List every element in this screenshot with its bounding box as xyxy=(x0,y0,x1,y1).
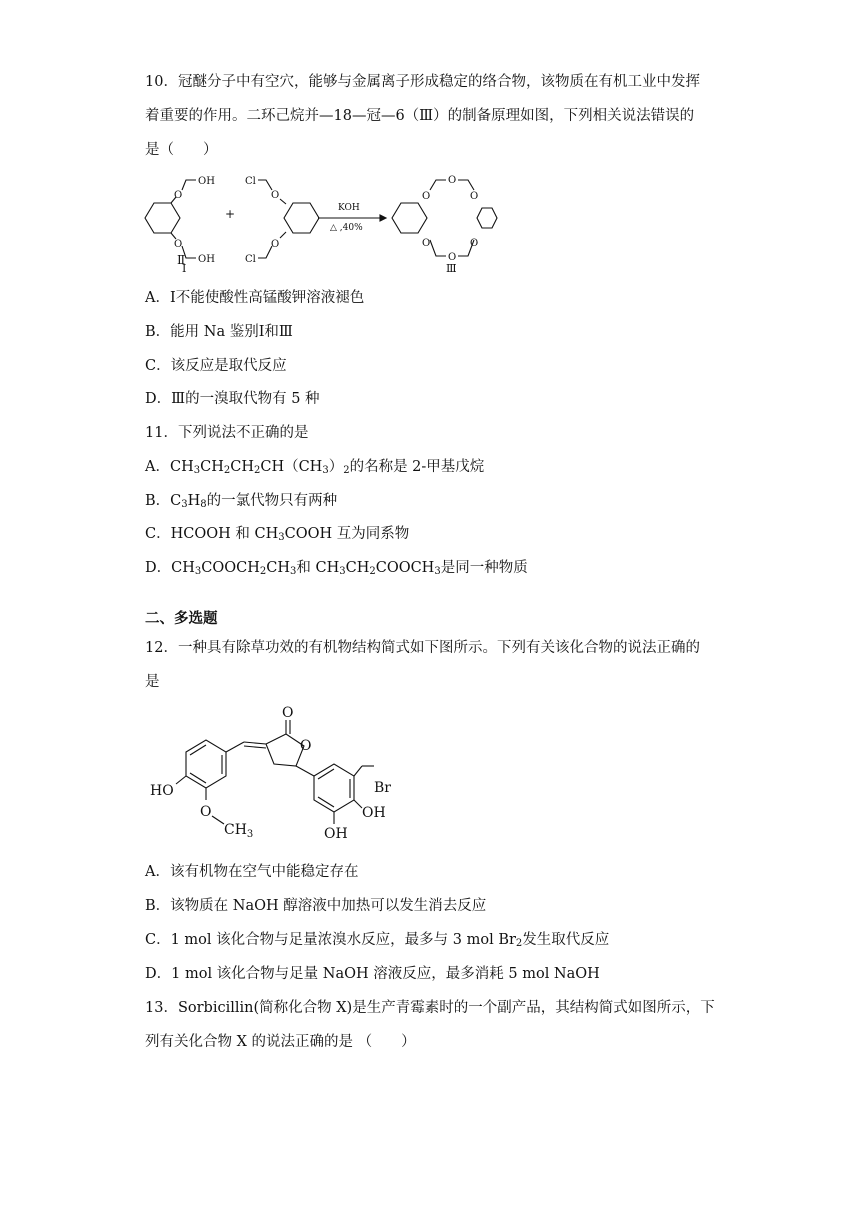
oxygen-label: O xyxy=(422,238,431,249)
chlorine-label: Cl xyxy=(245,176,256,187)
oxygen-label: O xyxy=(448,175,457,186)
q12-option-b: B．该物质在 NaOH 醇溶液中加热可以发生消去反应 xyxy=(145,898,487,914)
oxygen-label: O xyxy=(271,190,280,201)
oxygen-label: O xyxy=(174,239,183,250)
compound-iii-label: Ⅲ xyxy=(446,262,457,275)
q12-structure xyxy=(148,700,408,840)
q10-reaction-scheme xyxy=(140,170,500,276)
q11-option-d: D．$CH_3COOCH_2CH_3$和 $CH_3CH_2COOCH_3$是同一种物质 xyxy=(145,560,528,577)
carbonyl-oxygen-label: O xyxy=(282,705,294,721)
hydroxyl-label: OH xyxy=(324,826,348,840)
q11-stem: 11．下列说法不正确的是 xyxy=(145,425,309,441)
hydroxyl-label: OH xyxy=(198,254,215,265)
q11-option-a: A．$CH_3CH_2CH_2CH(CH_3)_2$的名称是 2-甲基戊烷 xyxy=(145,459,485,476)
hydroxyl-label: OH xyxy=(362,805,386,821)
condition-label: △ ,40% xyxy=(330,223,363,233)
q13-stem-line1: 13．Sorbicillin(简称化合物 X)是生产青霉素时的一个副产品，其结构简式如图所示，下 xyxy=(145,1000,715,1016)
compound-ii-label: Ⅱ xyxy=(177,253,186,267)
bromine-label: Br xyxy=(374,780,391,796)
q10-stem-line2: 着重要的作用。二环己烷并—18—冠—6（Ⅲ）的制备原理如图，下列相关说法错误的 xyxy=(145,108,695,124)
chlorine-label: Cl xyxy=(245,254,256,265)
hydroxyl-label: OH xyxy=(198,176,215,187)
hydroxyl-label: HO xyxy=(150,783,174,799)
plus-sign: + xyxy=(225,207,236,221)
q12-stem-line2: 是 xyxy=(145,674,160,690)
q10-option-c: C．该反应是取代反应 xyxy=(145,358,287,374)
ring-oxygen-label: O xyxy=(300,738,312,754)
q10-stem-line1: 10．冠醚分子中有空穴，能够与金属离子形成稳定的络合物，该物质在有机工业中发挥 xyxy=(145,74,700,90)
q10-stem-line3: 是（ ） xyxy=(145,142,218,158)
oxygen-label: O xyxy=(470,191,479,202)
section-heading: 二、多选题 xyxy=(145,610,218,627)
oxygen-label: O xyxy=(271,239,280,250)
oxygen-label: O xyxy=(174,190,183,201)
q10-option-b: B．能用 Na 鉴别Ⅰ和Ⅲ xyxy=(145,324,293,340)
oxygen-label: O xyxy=(448,252,457,263)
methyl-label: $CH_3$ xyxy=(224,822,254,840)
methoxy-oxygen-label: O xyxy=(200,804,212,820)
q10-option-a: A．Ⅰ不能使酸性高锰酸钾溶液褪色 xyxy=(145,290,365,306)
q12-stem-line1: 12．一种具有除草功效的有机物结构简式如下图所示。下列有关该化合物的说法正确的 xyxy=(145,640,700,656)
q10-option-d: D．Ⅲ的一溴取代物有 5 种 xyxy=(145,391,320,407)
reagent-label: KOH xyxy=(338,203,360,213)
q11-option-c: C．HCOOH 和 $CH_3COOH$ 互为同系物 xyxy=(145,526,410,543)
q12-option-a: A．该有机物在空气中能稳定存在 xyxy=(145,864,359,880)
q13-stem-line2: 列有关化合物 X 的说法正确的是 （ ） xyxy=(145,1034,416,1050)
q12-option-c: C．1 mol 该化合物与足量浓溴水反应，最多与 3 mol $Br_2$发生取代反应 xyxy=(145,932,610,949)
q12-option-d: D．1 mol 该化合物与足量 NaOH 溶液反应，最多消耗 5 mol NaOH xyxy=(145,966,600,982)
oxygen-label: O xyxy=(470,238,479,249)
compound-i-label: Ⅰ xyxy=(182,262,187,275)
oxygen-label: O xyxy=(422,191,431,202)
q11-option-b: B．$C_3H_8$的一氯代物只有两种 xyxy=(145,493,338,510)
